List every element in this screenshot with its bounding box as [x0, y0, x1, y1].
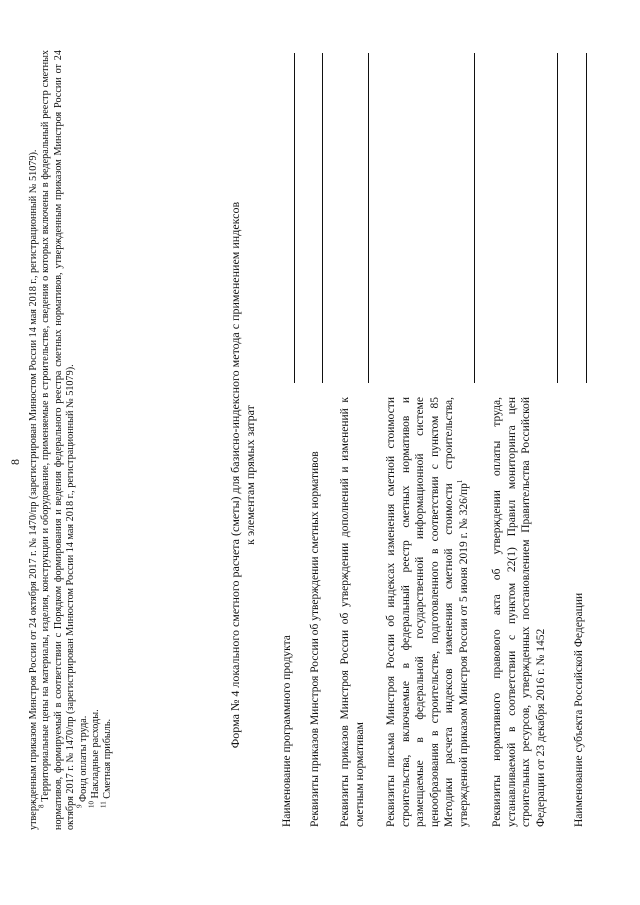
form-title-line2: к элементам прямых затрат	[243, 405, 257, 545]
field-underline	[294, 53, 295, 383]
field-underline	[474, 53, 475, 383]
row-letters	[384, 47, 472, 827]
page-number: 8	[8, 459, 22, 465]
form-title	[228, 195, 258, 755]
footnote-8: $^8$ Территориальные цены на материалы, изделия, конструкции и оборудование, применяемые в строительстве, сведения о которых включены в федеральный реестр сметных нормативов, формируемый в соответствии с Порядком формирования и ведения федерального реестра сметных нормативов, утвержденным приказом Минстроя России от 24 октября 2017 г. № 1470/пр (зарегистрирован Минюстом России 14 мая 2018 г., регистрационный № 51079).	[38, 49, 77, 830]
row-amend	[338, 47, 367, 827]
row-orders	[308, 47, 323, 827]
row-value-field	[280, 47, 295, 397]
footnote-continued: утвержденным приказом Минстроя России от 24 октября 2017 г. № 1470/пр (зарегистрирован Минюстом России 14 мая 2018 г., регистрационный № 51079).	[28, 149, 39, 830]
field-underline	[586, 53, 587, 383]
form-title-line1: Форма № 4 локального сметного расчета (сметы) для базисно-индексного метода с применением индексов	[228, 201, 242, 749]
footnote-11: $^{11}$ Сметная прибыль.	[100, 718, 114, 808]
row-label: Реквизиты письма Минстроя России об индексах изменения сметной стоимости строительства, включаемые в федеральный реестр сметных нормативов и размещаемые в федеральной государственной информационной системе ценообразования в строительстве, подготовленного в соответствии с пунктом 85 Методики расчета индексов изменения сметной стоимости строительства, утвержденной приказом Минстроя России от 5 июня 2019 г. № $326/пр^1$	[385, 397, 470, 827]
field-underline	[368, 53, 369, 383]
row-value-field	[308, 47, 323, 397]
row-label: Реквизиты нормативного правового акта об утверждении оплаты труда, устанавливаемой в соответствии с пунктом 22(1) Правил мониторинга цен строительных ресурсов, утвержденных постановлением Правительства Российской Федерации от 23 декабря 2016 г. № 1452	[491, 397, 547, 827]
footnote-10: $^{10}$ Накладные расходы.	[87, 709, 102, 808]
row-region	[572, 47, 587, 827]
row-label: Реквизиты приказов Минстроя России об утверждении сметных нормативов	[309, 451, 321, 827]
row-wage-act	[490, 47, 548, 827]
row-value-field	[490, 47, 548, 397]
row-value-field	[338, 47, 367, 397]
footnotes	[28, 50, 115, 830]
row-value-field	[384, 47, 472, 397]
row-label: Реквизиты приказов Минстроя России об утверждении дополнений и изменений к сметным нормативам	[339, 397, 366, 827]
field-underline	[322, 53, 323, 383]
row-label: Наименование программного продукта	[281, 635, 293, 827]
field-underline	[557, 53, 558, 383]
row-label: Наименование субъекта Российской Федерации	[573, 592, 585, 827]
footnote-9: $^9$ Фонд оплаты труда.	[75, 715, 89, 808]
row-product	[280, 47, 295, 827]
row-value-field	[572, 47, 587, 397]
